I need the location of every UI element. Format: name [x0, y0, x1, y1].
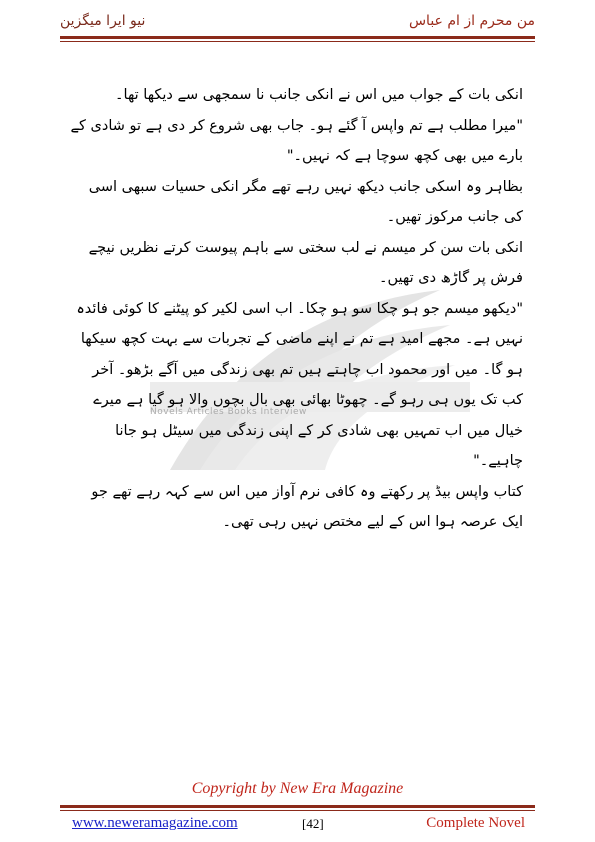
- paragraph: انکی بات کے جواب میں اس نے انکی جانب نا سمجھی سے دیکھا تھا۔: [115, 87, 523, 103]
- page-footer: [64, 815, 525, 835]
- paragraph: "دیکھو میسم جو ہو چکا سو ہو چکا۔ اب اسی لکیر کو پیٹنے کا کوئی فائدہ نہیں ہے۔ مجھے امید ہے تم نے اپنے ماضی کے تجربات سے بہت کچھ سیکھا ہو گا۔ میں اور محمود اب چاہتے ہیں تم بھی زندگی میں آگے بڑھو۔ آخر کب تک یوں ہی رہو گے۔ چھوٹا بھائی بھی بال بچوں والا ہو گیا ہے میرے خیال میں اب تمہیں بھی شادی کر کے اپنی زندگی میں سیٹل ہو جانا چاہیے۔": [76, 300, 523, 469]
- footer-rule: [60, 805, 535, 811]
- page-header: [60, 10, 535, 32]
- paragraph: انکی بات سن کر میسم نے لب سختی سے باہم پیوست کرتے نظریں نیچے فرش پر گاڑھ دی تھیں۔: [88, 239, 523, 286]
- page-number: [42]: [302, 816, 324, 831]
- paragraph: بظاہر وہ اسکی جانب دیکھ نہیں رہے تھے مگر انکی حسیات سبھی اسی کی جانب مرکوز تھیں۔: [88, 178, 523, 225]
- author-name: من محرم از ام عباس: [408, 13, 535, 29]
- magazine-name: نیو ایرا میگزین: [60, 13, 146, 29]
- paragraph: کتاب واپس بیڈ پر رکھتے وہ کافی نرم آواز میں اس سے کہہ رہے تھے جو ایک عرصہ ہوا اس کے لیے مختص نہیں رہی تھی۔: [91, 483, 523, 530]
- copyright-notice: Copyright by New Era Magazine: [191, 780, 404, 797]
- paragraph: "میرا مطلب ہے تم واپس آ گئے ہو۔ جاب بھی شروع کر دی ہے تو شادی کے بارے میں بھی کچھ سوچا ہے کہ نہیں۔": [70, 117, 523, 164]
- novel-label: Complete Novel: [426, 815, 525, 831]
- website-link[interactable]: www.neweramagazine.com: [72, 815, 238, 831]
- watermark-text: Novels Articles Books Interview: [150, 407, 307, 417]
- header-rule: [60, 36, 535, 42]
- novel-text: [70, 80, 523, 538]
